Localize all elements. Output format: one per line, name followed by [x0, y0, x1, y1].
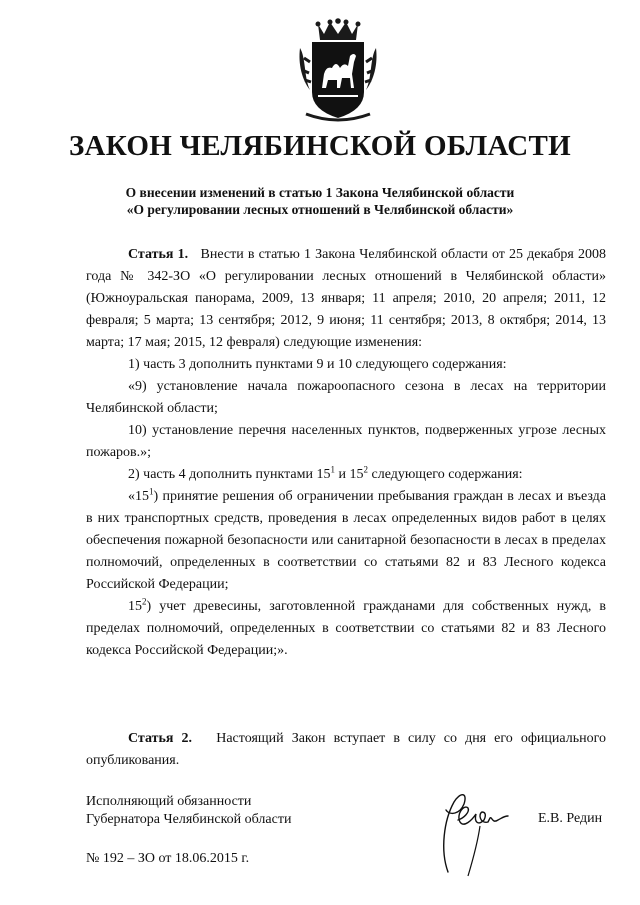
subtitle-line-1: О внесении изменений в статью 1 Закона Челябинской области: [125, 185, 515, 200]
law-number-date: № 192 – ЗО от 18.06.2015 г.: [86, 851, 250, 866]
item-2-text-b: и 15: [335, 467, 364, 482]
article-1-item-1-point-9: «9) установление начала пожароопасного сезона в лесах на территории Челябинской области;: [86, 379, 606, 416]
item-2-text-a: 2) часть 4 дополнить пунктами 15: [128, 467, 331, 482]
point-15-2-text: ) учет древесины, заготовленной гражданами для собственных нужд, в пределах полномочий, определенных в соответствии со статьями 82 и 83 Лесного кодекса Российской Федерации;».: [86, 599, 606, 658]
item-2-sup-1: 1: [330, 464, 335, 475]
article-1-intro-text: Внести в статью 1 Закона Челябинской области от 25 декабря 2008 года № 342-ЗО «О регулировании лесных отношений в Челябинской области» (Южноуральская панорама, 2009, 13 января; 11 апреля; 2010, 20 апреля; 2011, 12 февраля; 5 марта; 13 сентября; 2012, 9 июня; 11 сентября; 2013, 8 октября; 2014, 13 марта; 17 мая; 2015, 12 февраля) следующие изменения:: [86, 247, 607, 350]
law-subtitle: [0, 184, 640, 218]
point-15-1-text: ) принятие решения об ограничении пребывания граждан в лесах и въезда в них транспортных средств, проведения в лесах определенных видов работ в целях обеспечения пожарной безопасности или санитарной безопасности в лесах в пределах полномочий, определенных в соответствии со статьями 82 и 83 Лесного кодекса Российской Федерации;: [86, 489, 606, 592]
position-line-1: Исполняющий обязанности: [86, 794, 252, 809]
signatory-position: [86, 793, 291, 829]
point-15-2-sup: 2: [142, 596, 147, 607]
article-1-item-1: 1) часть 3 дополнить пунктами 9 и 10 следующего содержания:: [128, 357, 507, 372]
point-15-2-number: 15: [128, 599, 142, 614]
coat-of-arms-emblem: [296, 18, 380, 122]
point-15-1-number: «15: [128, 489, 149, 504]
article-2-paragraph: [86, 728, 606, 772]
article-1-point-15-2: [86, 596, 606, 662]
position-line-2: Губернатора Челябинской области: [86, 812, 292, 827]
article-2-text: Настоящий Закон вступает в силу со дня его официального опубликования.: [86, 731, 606, 768]
article-1: [86, 244, 606, 662]
article-1-item-1-point-10: 10) установление перечня населенных пунктов, подверженных угрозе лесных пожаров.»;: [86, 423, 606, 460]
law-title: ЗАКОН ЧЕЛЯБИНСКОЙ ОБЛАСТИ: [68, 130, 572, 162]
signatory-name: Е.В. Редин: [538, 811, 603, 826]
point-15-1-sup: 1: [149, 486, 154, 497]
article-2-label: Статья 2.: [128, 731, 193, 746]
handwritten-signature: [418, 780, 528, 880]
article-1-label: Статья 1.: [128, 247, 189, 262]
article-2: [86, 728, 606, 772]
article-1-intro: [86, 244, 606, 354]
item-2-text-c: следующего содержания:: [368, 467, 523, 482]
subtitle-line-2: «О регулировании лесных отношений в Челябинской области»: [126, 202, 514, 217]
article-1-point-15-1: [86, 486, 606, 596]
item-2-sup-2: 2: [363, 464, 368, 475]
article-1-item-2: [86, 464, 606, 486]
